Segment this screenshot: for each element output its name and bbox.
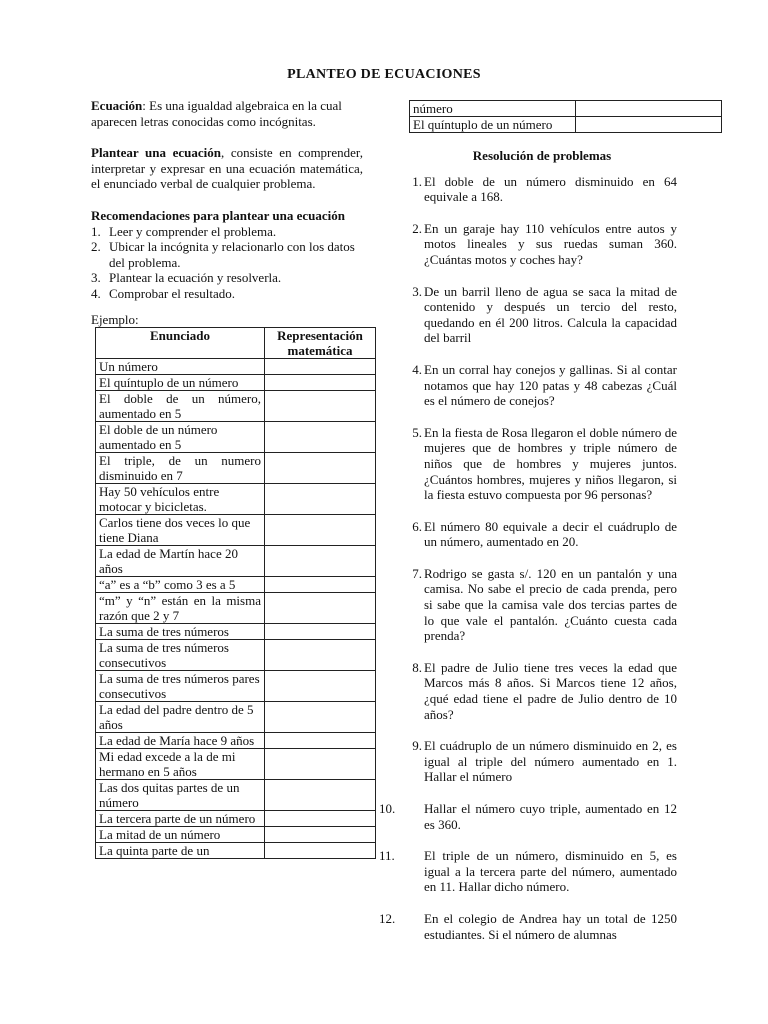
recommendation-text: Plantear la ecuación y resolverla. bbox=[109, 270, 282, 286]
recommendations-list bbox=[91, 224, 363, 302]
representation-cell bbox=[265, 593, 376, 624]
continued-table bbox=[409, 100, 722, 133]
page-title: PLANTEO DE ECUACIONES bbox=[287, 67, 481, 82]
problem-number: 4. bbox=[412, 361, 422, 377]
problem-number: 6. bbox=[412, 518, 422, 534]
representation-cell bbox=[265, 577, 376, 593]
table-row bbox=[96, 780, 376, 811]
table-row bbox=[96, 375, 376, 391]
left-column bbox=[91, 98, 363, 859]
problem-text: En un corral hay conejos y gallinas. Si al contar notamos que hay 120 patas y 48 cabezas ¿Cuál es el número de conejos? bbox=[424, 361, 677, 409]
table-row bbox=[96, 749, 376, 780]
representation-cell bbox=[576, 117, 722, 133]
enunciado-cell: Carlos tiene dos veces lo que tiene Diana bbox=[96, 515, 265, 546]
problem-number: 11. bbox=[379, 848, 395, 864]
enunciado-cell: La edad de María hace 9 años bbox=[96, 733, 265, 749]
table-row bbox=[96, 811, 376, 827]
recommendation-number: 2. bbox=[91, 239, 101, 255]
problems-list bbox=[377, 174, 677, 943]
problem-text: El triple de un número, disminuido en 5, es igual a la tercera parte del número, aumentado en 11. Hallar dicho número. bbox=[424, 848, 677, 895]
problem-item bbox=[377, 221, 677, 268]
recommendation-text: Comprobar el resultado. bbox=[109, 285, 235, 301]
table-row bbox=[96, 484, 376, 515]
enunciado-cell: El triple, de un numero disminuido en 7 bbox=[96, 453, 265, 484]
table-row bbox=[96, 640, 376, 671]
problem-text: El padre de Julio tiene tres veces la edad que Marcos más 8 años. Si Marcos tiene 12 años, ¿qué edad tiene el padre de Julio dentro de 10 años? bbox=[424, 659, 677, 722]
right-column bbox=[377, 100, 677, 958]
problem-number: 5. bbox=[412, 424, 422, 440]
problem-number: 9. bbox=[412, 738, 422, 754]
problem-text: De un barril lleno de agua se saca la mitad de contenido y después un tercio del resto, quedando en él 200 litros. Calcula la capacidad del barril bbox=[424, 283, 677, 346]
enunciado-cell: “a” es a “b” como 3 es a 5 bbox=[96, 577, 265, 593]
problem-item bbox=[377, 519, 677, 550]
table-row bbox=[96, 546, 376, 577]
enunciado-cell: La quinta parte de un bbox=[96, 843, 265, 859]
enunciado-cell: La suma de tres números bbox=[96, 624, 265, 640]
representation-cell bbox=[265, 733, 376, 749]
definition-text: : Es una igualdad algebraica en la cual aparecen letras conocidas como incógnitas. bbox=[91, 98, 342, 129]
enunciado-cell: “m” y “n” están en la misma razón que 2 y 7 bbox=[96, 593, 265, 624]
problem-number: 8. bbox=[412, 659, 422, 675]
problem-number: 12. bbox=[379, 910, 396, 926]
enunciado-cell: Un número bbox=[96, 359, 265, 375]
problem-item bbox=[377, 738, 677, 785]
enunciado-cell: La suma de tres números consecutivos bbox=[96, 640, 265, 671]
problem-item bbox=[377, 284, 677, 346]
representation-cell bbox=[265, 780, 376, 811]
problem-text: El doble de un número disminuido en 64 equivale a 168. bbox=[424, 173, 677, 205]
problem-item bbox=[377, 174, 677, 205]
table-row bbox=[96, 827, 376, 843]
representation-cell bbox=[265, 702, 376, 733]
problem-number: 1. bbox=[412, 173, 422, 189]
problem-item bbox=[377, 660, 677, 722]
problem-text: Hallar el número cuyo triple, aumentado en 12 es 360. bbox=[424, 801, 677, 832]
problem-item bbox=[377, 801, 677, 832]
recommendation-item bbox=[91, 239, 363, 270]
representation-cell bbox=[576, 101, 722, 117]
enunciado-cell: El quíntuplo de un número bbox=[410, 117, 576, 133]
table-row bbox=[410, 117, 722, 133]
table-row bbox=[96, 422, 376, 453]
problems-title: Resolución de problemas bbox=[472, 148, 612, 163]
example-header-row bbox=[96, 328, 376, 359]
table-row bbox=[96, 671, 376, 702]
problem-item bbox=[377, 425, 677, 503]
enunciado-cell: La edad del padre dentro de 5 años bbox=[96, 702, 265, 733]
enunciado-cell: Hay 50 vehículos entre motocar y bicicletas. bbox=[96, 484, 265, 515]
enunciado-cell: El doble de un número, aumentado en 5 bbox=[96, 391, 265, 422]
recommendation-item bbox=[91, 270, 363, 286]
table-row bbox=[96, 577, 376, 593]
planteo-text: , consiste en comprender, interpretar y expresar en una ecuación matemática, el enunciado verbal de cualquier problema. bbox=[91, 145, 363, 192]
enunciado-cell: La edad de Martín hace 20 años bbox=[96, 546, 265, 577]
table-row bbox=[96, 359, 376, 375]
enunciado-cell: La tercera parte de un número bbox=[96, 811, 265, 827]
recommendation-number: 4. bbox=[91, 285, 101, 301]
table-row bbox=[96, 515, 376, 546]
recommendations-title: Recomendaciones para plantear una ecuación bbox=[91, 207, 345, 223]
problem-text: En un garaje hay 110 vehículos entre autos y motos lineales y sus ruedas suman 360. ¿Cuántas motos y coches hay? bbox=[424, 220, 677, 267]
problem-text: Rodrigo se gasta s/. 120 en un pantalón y una camisa. No sabe el precio de cada prenda, pero si sabe que la camisa vale dos tercias partes de lo que vale el pantalón. ¿Cuánto cuesta cada prenda? bbox=[424, 565, 677, 644]
problem-text: En la fiesta de Rosa llegaron el doble número de mujeres que de hombres y triple número de niños que de hombres y mujeres juntos. ¿Cuántos hombres, mujeres y niños llegaron, si la fiesta estuvo compuesta por 96 personas? bbox=[424, 424, 677, 503]
enunciado-cell: Las dos quitas partes de un número bbox=[96, 780, 265, 811]
representation-cell bbox=[265, 811, 376, 827]
enunciado-cell: El quíntuplo de un número bbox=[96, 375, 265, 391]
table-row bbox=[96, 391, 376, 422]
recommendation-number: 3. bbox=[91, 270, 101, 286]
representation-cell bbox=[265, 546, 376, 577]
planteo-paragraph bbox=[91, 145, 363, 192]
table-row bbox=[96, 624, 376, 640]
representation-cell bbox=[265, 671, 376, 702]
representation-cell bbox=[265, 624, 376, 640]
problem-item bbox=[377, 911, 677, 942]
representation-cell bbox=[265, 640, 376, 671]
problem-number: 2. bbox=[412, 220, 422, 236]
representation-cell bbox=[265, 515, 376, 546]
header-enunciado: Enunciado bbox=[96, 328, 265, 359]
problem-text: El cuádruplo de un número disminuido en 2, es igual al triple del número aumentado en 1. Hallar el número bbox=[424, 738, 677, 785]
table-row bbox=[96, 593, 376, 624]
recommendation-text: Leer y comprender el problema. bbox=[109, 223, 277, 239]
table-row bbox=[96, 453, 376, 484]
enunciado-cell: número bbox=[410, 101, 576, 117]
example-table bbox=[95, 327, 376, 859]
representation-cell bbox=[265, 375, 376, 391]
enunciado-cell: El doble de un número aumentado en 5 bbox=[96, 422, 265, 453]
problem-number: 3. bbox=[412, 283, 422, 299]
representation-cell bbox=[265, 359, 376, 375]
recommendation-text: Ubicar la incógnita y relacionarlo con los datos del problema. bbox=[109, 239, 355, 270]
planteo-term: Plantear una ecuación bbox=[91, 145, 221, 161]
representation-cell bbox=[265, 749, 376, 780]
recommendation-item bbox=[91, 286, 363, 302]
enunciado-cell: La mitad de un número bbox=[96, 827, 265, 843]
representation-cell bbox=[265, 484, 376, 515]
enunciado-cell: Mi edad excede a la de mi hermano en 5 años bbox=[96, 749, 265, 780]
problem-item bbox=[377, 566, 677, 644]
problem-item bbox=[377, 362, 677, 409]
problem-item bbox=[377, 848, 677, 895]
problem-number: 7. bbox=[412, 565, 422, 581]
representation-cell bbox=[265, 422, 376, 453]
header-representacion: Representación matemática bbox=[265, 328, 376, 359]
problem-number: 10. bbox=[379, 801, 396, 816]
recommendation-item bbox=[91, 224, 363, 240]
representation-cell bbox=[265, 827, 376, 843]
table-row bbox=[410, 101, 722, 117]
representation-cell bbox=[265, 453, 376, 484]
table-row bbox=[96, 733, 376, 749]
enunciado-cell: La suma de tres números pares consecutivos bbox=[96, 671, 265, 702]
problem-text: En el colegio de Andrea hay un total de 1250 estudiantes. Si el número de alumnas bbox=[424, 910, 677, 942]
example-label: Ejemplo: bbox=[91, 311, 139, 327]
representation-cell bbox=[265, 391, 376, 422]
definition-term: Ecuación bbox=[91, 98, 143, 113]
table-row bbox=[96, 702, 376, 733]
representation-cell bbox=[265, 843, 376, 859]
table-row bbox=[96, 843, 376, 859]
problem-text: El número 80 equivale a decir el cuádruplo de un número, aumentado en 20. bbox=[424, 518, 677, 550]
definition-paragraph bbox=[91, 98, 363, 129]
recommendation-number: 1. bbox=[91, 223, 101, 239]
